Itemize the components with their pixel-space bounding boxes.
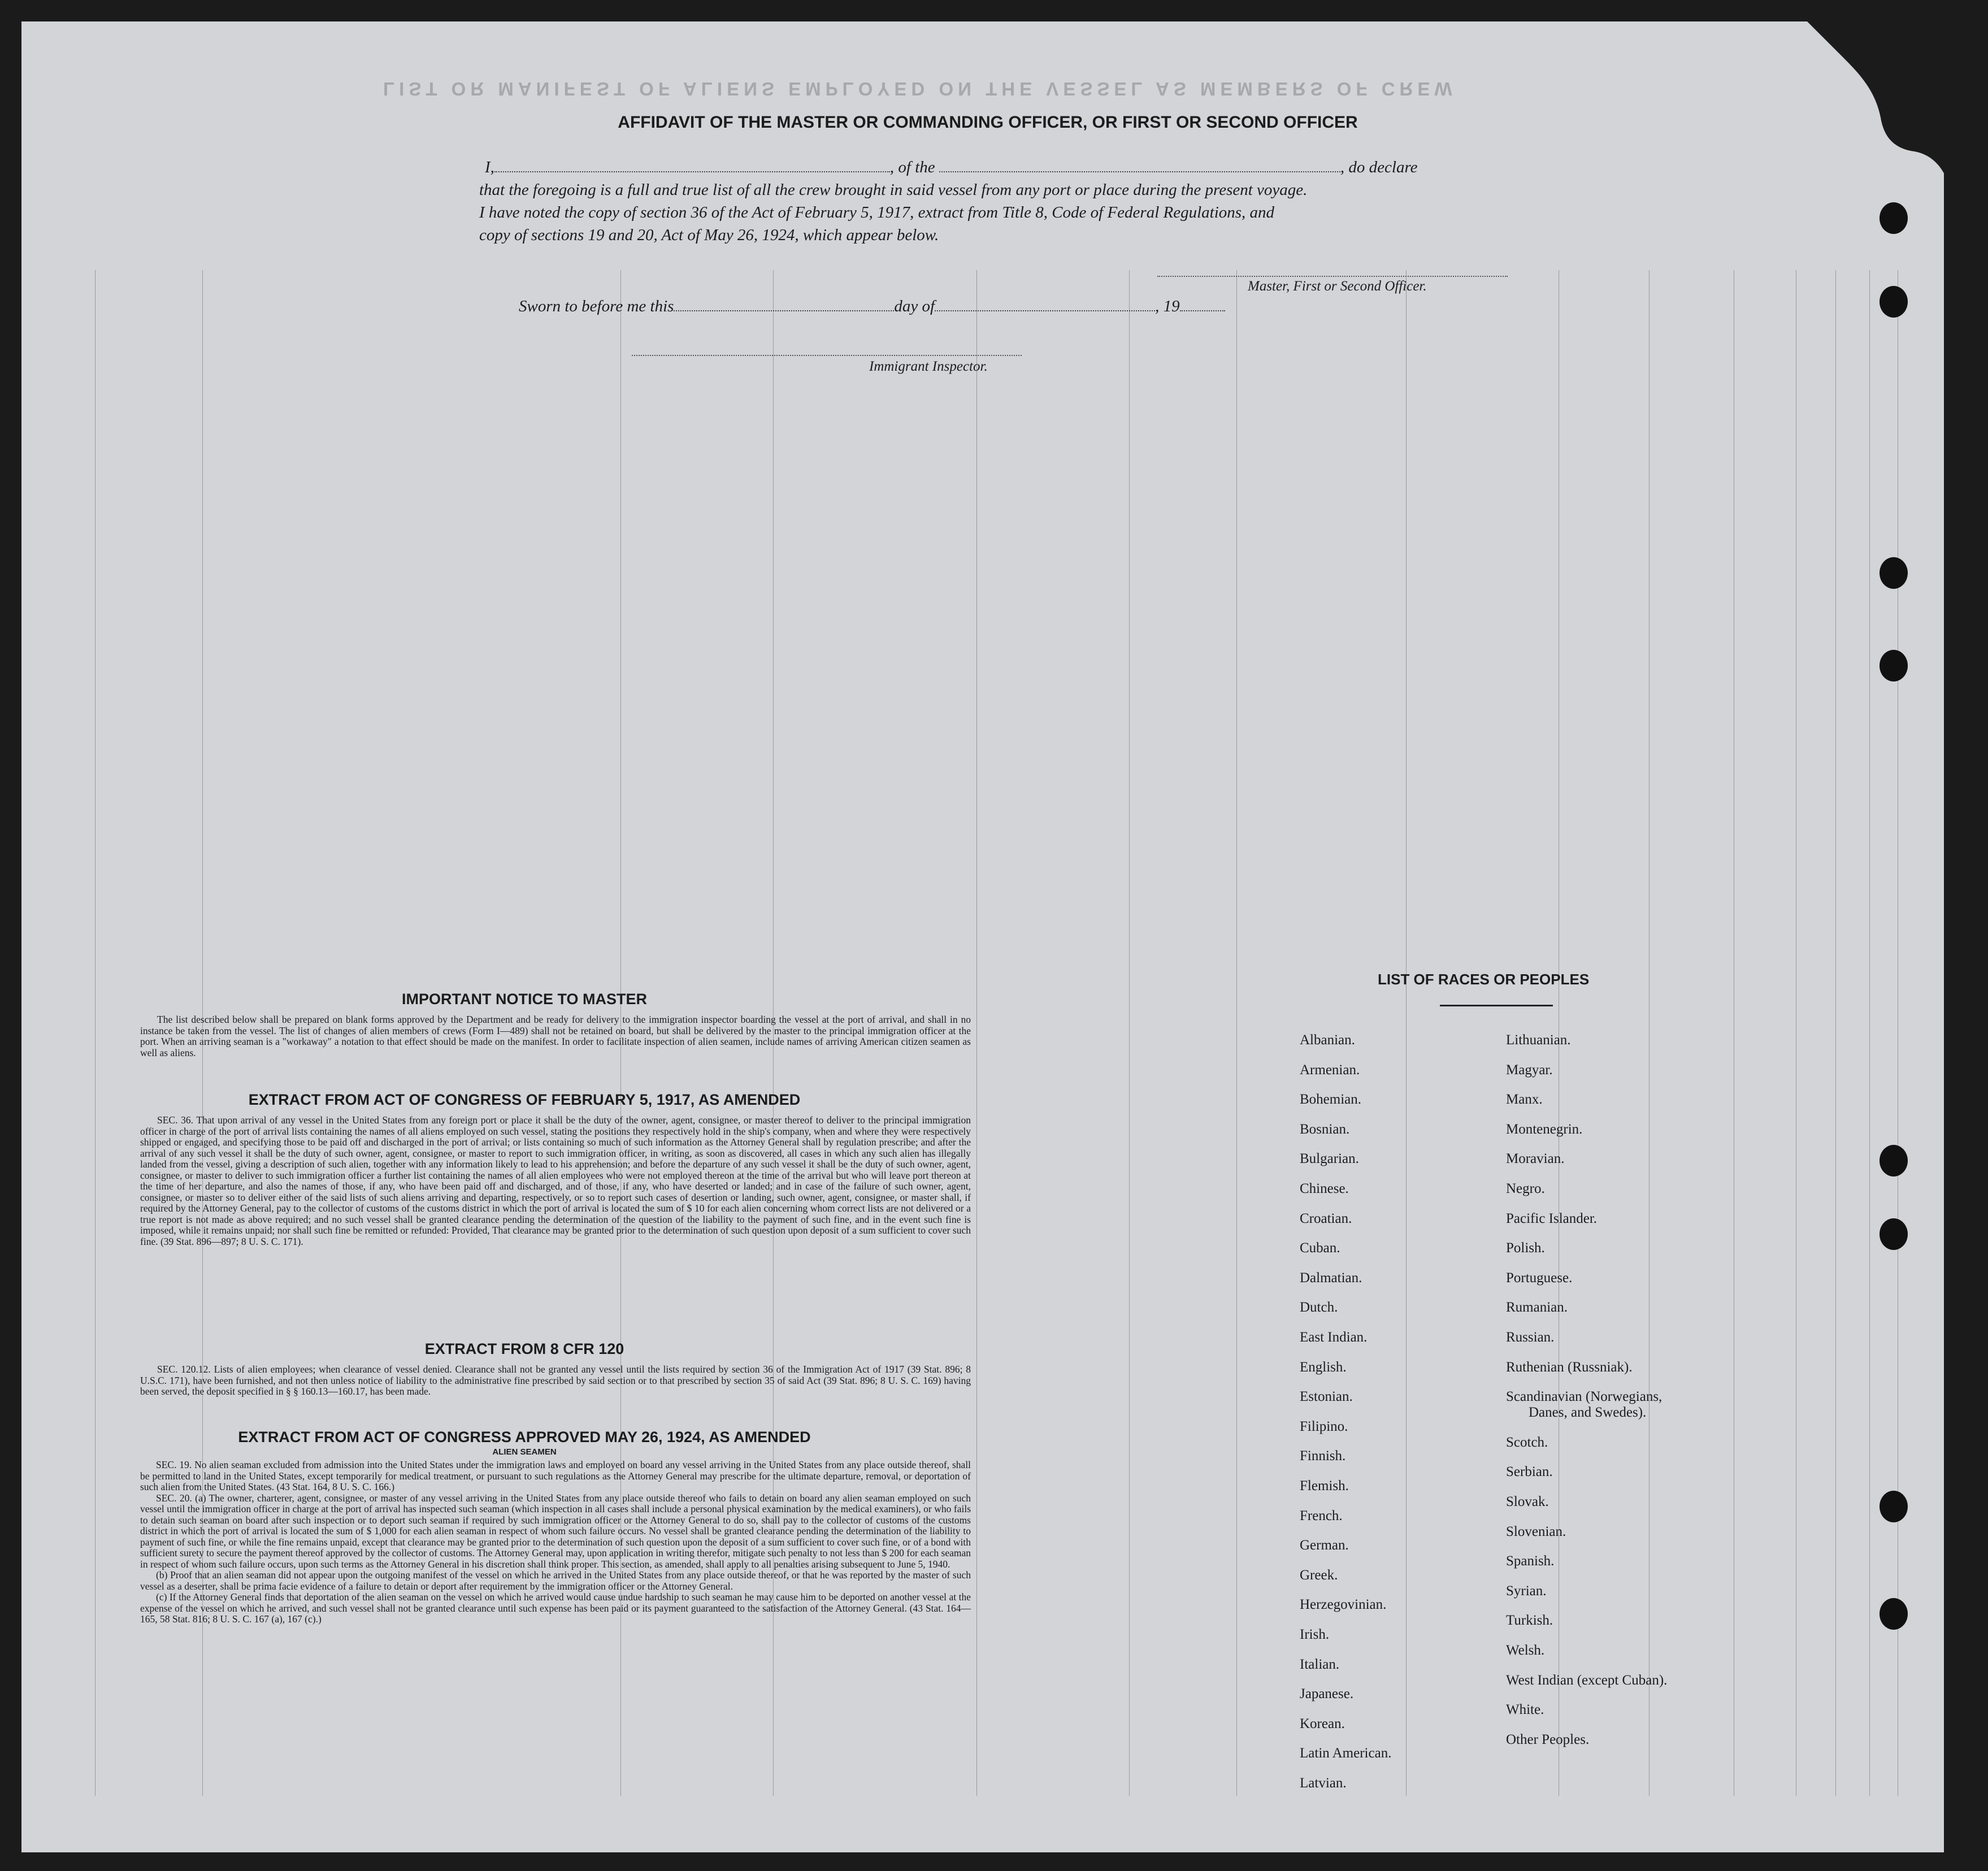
declare-line xyxy=(485,158,1418,177)
race-item: Danes, and Swedes). xyxy=(1529,1405,1647,1420)
race-item: Korean. xyxy=(1300,1716,1345,1731)
race-item: Estonian. xyxy=(1300,1389,1353,1404)
master-signature-line xyxy=(1157,276,1508,277)
month-field[interactable] xyxy=(935,298,1155,311)
race-item: Albanian. xyxy=(1300,1032,1355,1048)
extract-1917-heading: EXTRACT FROM ACT OF CONGRESS OF FEBRUARY 5, 1917, AS AMENDED xyxy=(248,1091,801,1108)
name-field[interactable] xyxy=(494,159,890,172)
race-item: Croatian. xyxy=(1300,1211,1352,1226)
race-item: Dalmatian. xyxy=(1300,1270,1362,1286)
notice-heading: IMPORTANT NOTICE TO MASTER xyxy=(402,991,647,1008)
master-signature-label: Master, First or Second Officer. xyxy=(1248,279,1427,294)
race-item: Irish. xyxy=(1300,1627,1330,1642)
race-item: Herzegovinian. xyxy=(1300,1597,1387,1612)
affidavit-text-4: copy of sections 19 and 20, Act of May 26, 1924, which appear below. xyxy=(479,226,939,244)
binder-hole xyxy=(1880,557,1908,589)
race-item: Lithuanian. xyxy=(1506,1032,1571,1048)
race-item: Japanese. xyxy=(1300,1686,1354,1701)
race-item: Turkish. xyxy=(1506,1613,1553,1628)
race-item: Scotch. xyxy=(1506,1435,1548,1450)
race-item: Other Peoples. xyxy=(1506,1732,1590,1747)
sworn-line xyxy=(519,297,1225,316)
of-label: , of the xyxy=(889,158,939,176)
race-item: Bosnian. xyxy=(1300,1122,1350,1137)
race-item: Latvian. xyxy=(1300,1776,1347,1791)
race-item: White. xyxy=(1506,1702,1544,1717)
race-item: Magyar. xyxy=(1506,1062,1553,1078)
race-item: Slovenian. xyxy=(1506,1524,1566,1539)
race-item: Latin American. xyxy=(1300,1746,1392,1761)
inspector-label: Immigrant Inspector. xyxy=(869,359,988,374)
race-item: Moravian. xyxy=(1506,1151,1565,1166)
notice-body: The list described below shall be prepared on blank forms approved by the Department and be ready for delivery to the immigration inspector boarding the vessel at the port of arrival, and shall in no instance be taken from the vessel. The list of changes of alien members of crews (Form I—489) shall not be retained on board, but shall be delivered by the master to the principal immigration officer at the port. When an arriving seaman is a "workaway" a notation to that effect should be made on the manifest. In order to facilitate inspection of alien seamen, include names of arriving American citizen seamen as well as aliens. xyxy=(140,1014,971,1058)
race-item: Syrian. xyxy=(1506,1583,1547,1599)
extract-1924-heading: EXTRACT FROM ACT OF CONGRESS APPROVED MAY 26, 1924, AS AMENDED xyxy=(238,1429,811,1445)
race-item: Bohemian. xyxy=(1300,1092,1362,1107)
race-item: Italian. xyxy=(1300,1657,1340,1672)
binder-hole xyxy=(1880,1145,1908,1177)
sec-20b: (b) Proof that an alien seaman did not appear upon the outgoing manifest of the vessel on which he arrived in the United States from any place outside thereof, or that he was reported by the master of such vessel as a deserter, shall be prima facie evidence of a failure to detain or deport after requirement by the immigration officer or the Attorney General. xyxy=(140,1569,971,1592)
extract-cfr-body: SEC. 120.12. Lists of alien employees; when clearance of vessel denied. Clearance shall not be granted any vessel until the lists required by section 36 of the Immigration Act of 1917 (39 Stat. 896; 8 U.S.C. 171), have been furnished, and not then unless notice of liability to the administrative fine prescribed by said section or to that prescribed by section 35 of said Act (39 Stat. 896; 8 U. S. C. 169) having been served, the deposit specified in § § 160.13—160.17, has been made. xyxy=(140,1364,971,1397)
race-item: Chinese. xyxy=(1300,1181,1349,1196)
races-heading-rule xyxy=(1440,1005,1553,1006)
bleed-through-title: LIST OR MANIFEST OF ALIENS EMPLOYED ON THE VESSEL AS MEMBERS OF CREW xyxy=(383,79,1457,99)
i-label: I, xyxy=(485,158,494,176)
vessel-field[interactable] xyxy=(939,159,1340,172)
sec-20a: SEC. 20. (a) The owner, charterer, agent, consignee, or master of any vessel arriving in the United States from any place outside thereof who fails to detain on board any alien seaman employed on such vessel until the immigration officer in charge at the port of arrival has inspected such seaman (which inspection in all cases shall include a personal physical examination by the medical examiners), or who fails to detain such seaman on board after such inspection or to deport such seaman if required by such immigration officer or the Attorney General to do so, shall pay to the collector of customs of the customs district in which the port of arrival is located the sum of $ 1,000 for each alien seaman in respect of whom such failure occurs. No vessel shall be granted clearance pending the determination of the liability to payment of such fine, or while the fine remains unpaid, except that clearance may be granted prior to the determination of such question upon the deposit of a sum sufficient to cover such fine, or of a bond with sufficient surety to secure the payment thereof approved by the collector of customs. The Attorney General may, upon application in writing therefor, mitigate such penalty to not less than $ 200 for each seaman in respect of whom such failure occurs, upon such terms as the Attorney General in his discretion shall think proper. This section, as amended, shall apply to all penalties arising subsequent to June 5, 1940. xyxy=(140,1492,971,1570)
race-item: Pacific Islander. xyxy=(1506,1211,1598,1226)
race-item: Bulgarian. xyxy=(1300,1151,1359,1166)
race-item: West Indian (except Cuban). xyxy=(1506,1673,1668,1688)
sec-20c: (c) If the Attorney General finds that deportation of the alien seaman on the vessel on which he arrived would cause undue hardship to such seaman he may cause him to be deported on another vessel at the expense of the vessel on which he arrived, and such vessel shall not be granted clearance until such expense has been paid or its payment guaranteed to the satisfaction of the Attorney General. (43 Stat. 164—165, 58 Stat. 816; 8 U. S. C. 167 (a), 167 (c).) xyxy=(140,1591,971,1625)
race-item: Cuban. xyxy=(1300,1240,1340,1256)
affidavit-text-2: that the foregoing is a full and true list of all the crew brought in said vessel from any port or place during the present voyage. xyxy=(479,181,1308,199)
year-field[interactable] xyxy=(1180,298,1225,311)
race-item: Finnish. xyxy=(1300,1448,1346,1464)
race-item: Scandinavian (Norwegians, xyxy=(1506,1389,1663,1404)
sworn-label: Sworn to before me this xyxy=(519,297,674,315)
extract-1924-body xyxy=(140,1460,971,1625)
race-item: Filipino. xyxy=(1300,1419,1348,1434)
binder-hole xyxy=(1880,1218,1908,1250)
race-item: Montenegrin. xyxy=(1506,1122,1583,1137)
sec-19: SEC. 19. No alien seaman excluded from admission into the United States under the immigration laws and employed on board any vessel arriving in the United States from any place outside thereof, shall be permitted to land in the United States, except temporarily for medical treatment, or pursuant to such regulations as the Attorney General may prescribe for the ultimate departure, removal, or deportation of such alien from the United States. (43 Stat. 164, 8 U. S. C. 166.) xyxy=(140,1459,971,1492)
race-item: English. xyxy=(1300,1360,1347,1375)
alien-seamen-subheading: ALIEN SEAMEN xyxy=(492,1447,557,1457)
race-item: Portuguese. xyxy=(1506,1270,1573,1286)
race-item: Welsh. xyxy=(1506,1643,1545,1658)
extract-1917-body: SEC. 36. That upon arrival of any vessel in the United States from any foreign port or place it shall be the duty of the owner, agent, consignee, or master thereof to deliver to the principal immigration officer in charge of the port of arrival lists containing the names of all aliens employed on such vessel, stating the positions they respectively hold in the ship's company, when and where they were respectively shipped or engaged, and specifying those to be paid off and discharged in the port of arrival; or lists containing so much of such information as the Attorney General shall by regulation prescribe; and after the arrival of any such vessel it shall be the duty of such owner, agent, consignee, or master to report to such immigration officer, in writing, as soon as discovered, all cases in which any such alien has illegally landed from the vessel, giving a description of such alien, together with any information likely to lead to his apprehension; and before the departure of any such vessel it shall be the duty of such owner, agent, consignee, or master to deliver to such immigration officer a further list containing the names of all alien employees who were not employed thereon at the time of the arrival but who will leave port thereon at the time of her departure, and also the names of those, if any, who have been paid off and discharged, and of those, if any, who have deserted or landed; and in case of the failure of such owner, agent, consignee, or master so to deliver either of the said lists of such aliens arriving and departing, respectively, or so to report such cases of desertion or landing, such owner, agent, consignee, or master shall, if required by the Attorney General, pay to the collector of customs of the customs district in which the port of arrival is located the sum of $ 10 for each alien concerning whom correct lists are not delivered or a true report is not made as above required; and no such vessel shall be granted clearance pending the determination of the question of the liability to the payment of such fine, and in the event such fine is imposed, while it remains unpaid; nor shall such fine be remitted or refunded: Provided, That clearance may be granted prior to the determination of such question upon deposit of a sum sufficient to cover such fine. (39 Stat. 896—897; 8 U. S. C. 171). xyxy=(140,1114,971,1247)
race-item: Russian. xyxy=(1506,1330,1555,1345)
race-item: Slovak. xyxy=(1506,1494,1549,1509)
manifest-sheet xyxy=(21,21,1944,1852)
race-item: French. xyxy=(1300,1508,1343,1523)
inspector-signature-line xyxy=(632,355,1022,356)
declare-label: , do declare xyxy=(1340,158,1418,176)
races-heading: LIST OF RACES OR PEOPLES xyxy=(1378,971,1590,988)
extract-cfr-heading: EXTRACT FROM 8 CFR 120 xyxy=(424,1340,624,1357)
race-item: East Indian. xyxy=(1300,1330,1368,1345)
race-item: Armenian. xyxy=(1300,1062,1360,1078)
race-item: Spanish. xyxy=(1506,1553,1555,1569)
race-item: Ruthenian (Russniak). xyxy=(1506,1360,1633,1375)
race-item: Negro. xyxy=(1506,1181,1545,1196)
affidavit-text-3: I have noted the copy of section 36 of the Act of February 5, 1917, extract from Title 8, Code of Federal Regulations, and xyxy=(479,203,1275,222)
binder-hole xyxy=(1880,1491,1908,1522)
affidavit-title: AFFIDAVIT OF THE MASTER OR COMMANDING OFFICER, OR FIRST OR SECOND OFFICER xyxy=(618,113,1358,132)
race-item: Serbian. xyxy=(1506,1464,1553,1479)
race-item: Manx. xyxy=(1506,1092,1543,1107)
race-item: German. xyxy=(1300,1538,1349,1553)
race-item: Polish. xyxy=(1506,1240,1545,1256)
year-label: , 19 xyxy=(1155,297,1180,315)
binder-hole xyxy=(1880,1598,1908,1630)
binder-hole xyxy=(1880,286,1908,318)
race-item: Dutch. xyxy=(1300,1300,1338,1315)
binder-hole xyxy=(1880,650,1908,681)
race-item: Greek. xyxy=(1300,1568,1338,1583)
torn-corner xyxy=(1717,21,1971,236)
binder-hole xyxy=(1880,202,1908,234)
day-of-label: day of xyxy=(894,297,935,315)
sworn-date-field[interactable] xyxy=(674,298,894,311)
race-item: Flemish. xyxy=(1300,1478,1349,1494)
race-item: Rumanian. xyxy=(1506,1300,1568,1315)
